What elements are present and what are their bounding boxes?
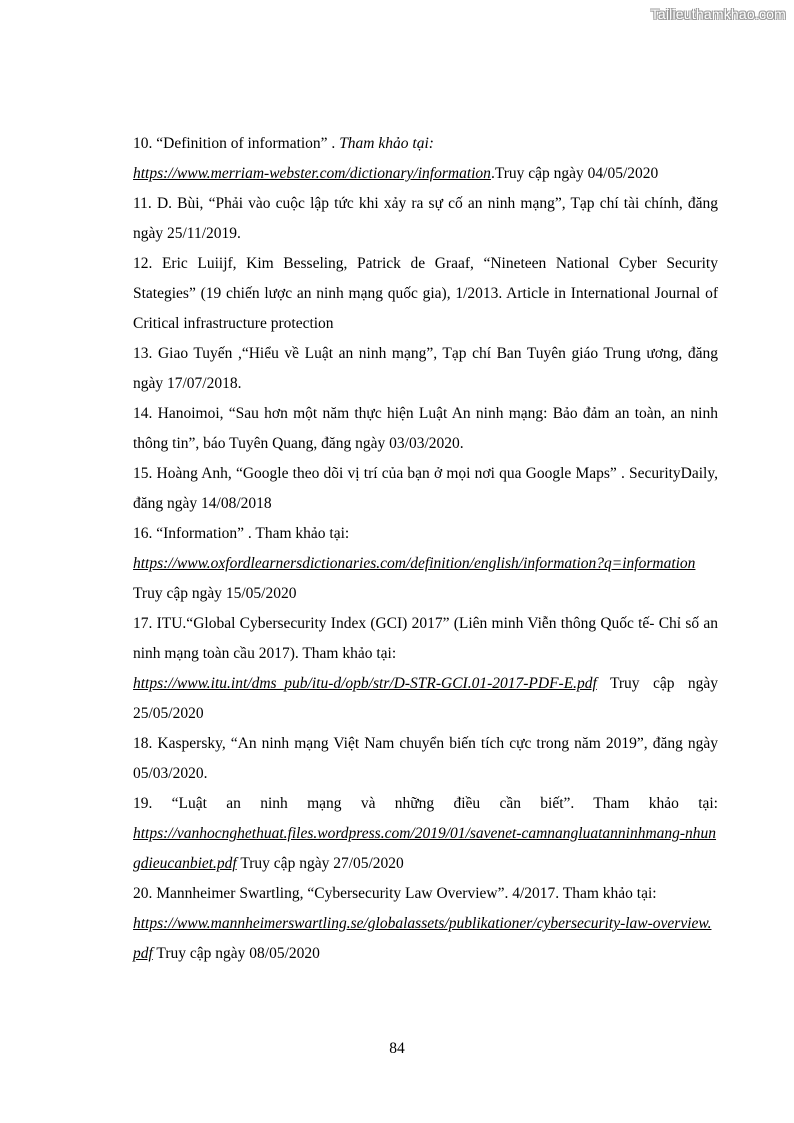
reference-10-text: 10. “Definition of information” . [133, 135, 340, 152]
reference-17-access-date: Truy cập ngày 25/05/2020 [133, 675, 718, 722]
reference-list [133, 129, 718, 969]
reference-19-link[interactable]: https://vanhocnghethuat.files.wordpress.com/2019/01/savenet-camnangluatanninhmang-nhungdieucanbiet.pdf [133, 825, 717, 872]
reference-12: 12. Eric Luiijf, Kim Besseling, Patrick de Graaf, “Nineteen National Cyber Security Stategies” (19 chiến lược an ninh mạng quốc gia), 1/2013. Article in International Journal of Critical infrastructure protection [133, 255, 718, 332]
reference-10 [133, 129, 718, 189]
reference-19 [133, 789, 718, 879]
reference-14: 14. Hanoimoi, “Sau hơn một năm thực hiện Luật An ninh mạng: Bảo đảm an toàn, an ninh thông tin”, báo Tuyên Quang, đăng ngày 03/03/2020. [133, 405, 718, 452]
reference-11: 11. D. Bùi, “Phải vào cuộc lập tức khi xảy ra sự cố an ninh mạng”, Tạp chí tài chính, đăng ngày 25/11/2019. [133, 195, 718, 242]
reference-10-access-date: .Truy cập ngày 04/05/2020 [490, 165, 659, 182]
reference-16 [133, 519, 718, 609]
reference-19-text: 19. “Luật an ninh mạng và những điều cần biết”. Tham khảo tại: [133, 795, 718, 812]
reference-10-link[interactable]: https://www.merriam-webster.com/dictionary/information [133, 165, 491, 182]
reference-20-link[interactable]: https://www.mannheimerswartling.se/globalassets/publikationer/cybersecurity-law-overview.pdf [133, 915, 712, 962]
reference-20-text: 20. Mannheimer Swartling, “Cybersecurity Law Overview”. 4/2017. Tham khảo tại: [133, 885, 657, 902]
reference-17-text: 17. ITU.“Global Cybersecurity Index (GCI) 2017” (Liên minh Viễn thông Quốc tế- Chỉ số an ninh mạng toàn cầu 2017). Tham khảo tại: [133, 615, 718, 662]
reference-19-access-date: Truy cập ngày 27/05/2020 [236, 855, 404, 872]
reference-13: 13. Giao Tuyến ,“Hiểu về Luật an ninh mạng”, Tạp chí Ban Tuyên giáo Trung ương, đăng ngày 17/07/2018. [133, 345, 718, 392]
reference-16-text: 16. “Information” . Tham khảo tại: [133, 525, 350, 542]
reference-20 [133, 879, 718, 969]
reference-17-link[interactable]: https://www.itu.int/dms_pub/itu-d/opb/str/D-STR-GCI.01-2017-PDF-E.pdf [133, 675, 597, 692]
reference-20-access-date: Truy cập ngày 08/05/2020 [152, 945, 320, 962]
page-number: 84 [389, 1040, 405, 1057]
site-watermark: Tailieuthamkhao.com [650, 6, 786, 22]
reference-10-source-label: Tham khảo tại: [339, 135, 434, 152]
reference-18: 18. Kaspersky, “An ninh mạng Việt Nam chuyển biến tích cực trong năm 2019”, đăng ngày 05/03/2020. [133, 735, 718, 782]
reference-15: 15. Hoàng Anh, “Google theo dõi vị trí của bạn ở mọi nơi qua Google Maps” . SecurityDaily, đăng ngày 14/08/2018 [133, 465, 718, 512]
reference-16-link[interactable]: https://www.oxfordlearnersdictionaries.com/definition/english/information?q=information [133, 555, 696, 572]
reference-16-access-date: Truy cập ngày 15/05/2020 [133, 585, 297, 602]
reference-17 [133, 609, 718, 729]
